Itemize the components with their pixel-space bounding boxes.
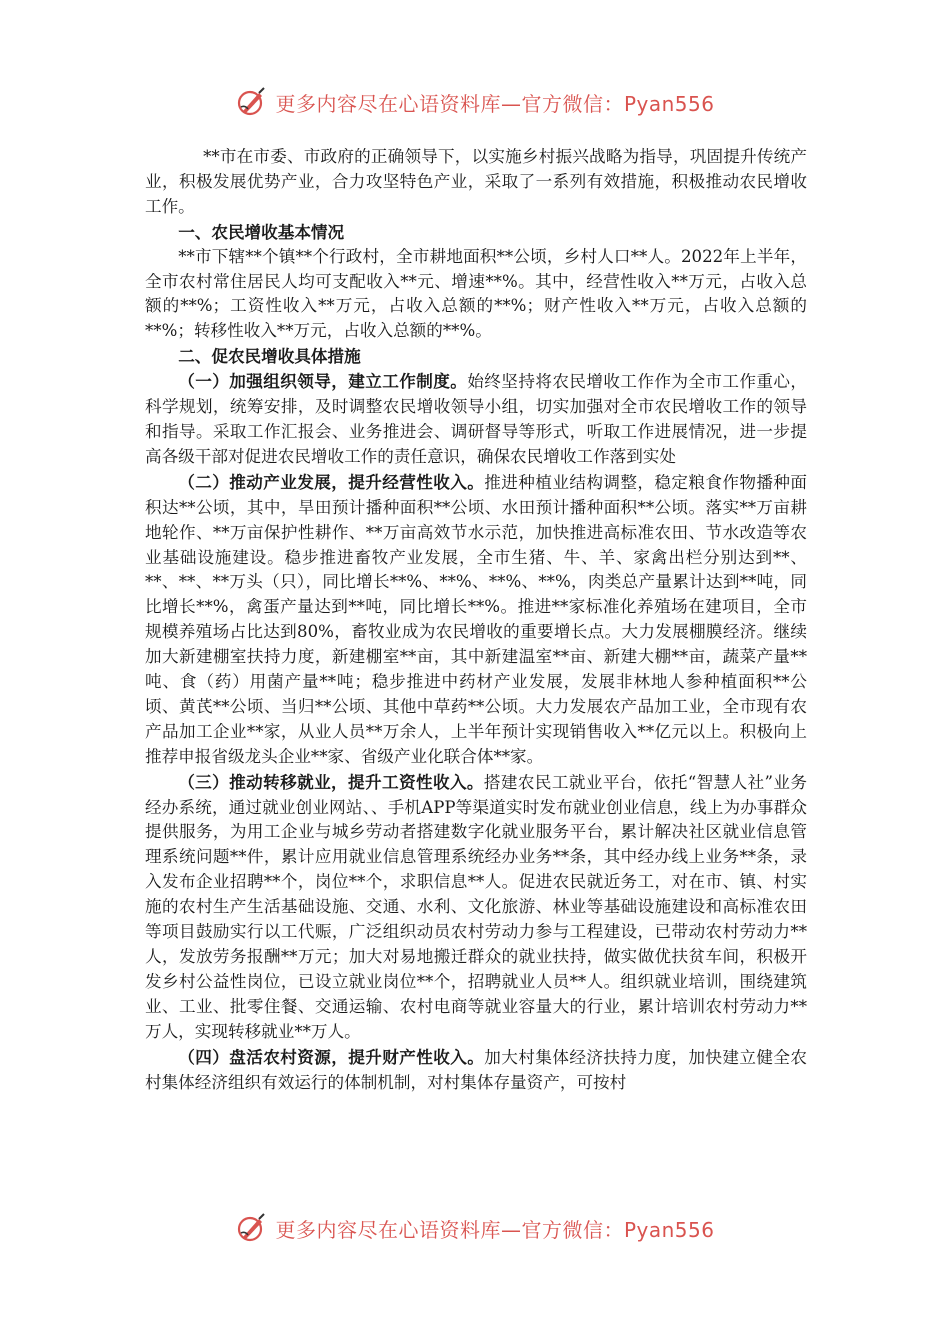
measure-3-lead: （三）推动转移就业，提升工资性收入。 [178,771,484,792]
measure-1-lead: （一）加强组织领导，建立工作制度。 [178,371,468,392]
section-2-title: 二、促农民增收具体措施 [178,346,361,367]
section-1-body: **市下辖**个镇**个行政村，全市耕地面积**公顷，乡村人口**人。2022年上半年，全市农村常住居民人均可支配收入**元、增速**%。其中，经营性收入**万元，占收入总额的**%；工资性收入**万元，占收入总额的**%；财产性收入**万元，占收入总额的**%；转移性收入**万元，占收入总额的**%。 [145,246,807,341]
measure-4-paragraph [145,1045,807,1096]
writing-hand-icon [235,1211,269,1245]
writing-hand-icon [235,85,269,119]
section-1-title: 一、农民增收基本情况 [178,221,345,242]
measure-1-body: 始终坚持将农民增收工作作为全市工作重心，科学规划，统筹安排，及时调整农民增收领导小组，切实加强对全市农民增收工作的领导和指导。采取工作汇报会、业务推进会、调研督导等形式，听取工作进展情况，进一步提高各级干部对促进农民增收工作的责任意识，确保农民增收工作落到实处 [145,372,808,466]
measure-2-body: 推进种植业结构调整，稳定粮食作物播种面积达**公顷，其中，旱田预计播种面积**公顷、水田预计播种面积**公顷。落实**万亩耕地轮作、**万亩保护性耕作、**万亩高效节水示范，加快推进高标准农田、节水改造等农业基础设施建设。稳步推进畜牧产业发展，全市生猪、牛、羊、家禽出栏分别达到**、**、**、**万头（只），同比增长**%、**%、**%、**%，肉类总产量累计达到**吨，同比增长**%，禽蛋产量达到**吨，同比增长**%。推进**家标准化养殖场在建项目，全市规模养殖场占比达到80%，畜牧业成为农民增收的重要增长点。大力发展棚膜经济。继续加大新建棚室扶持力度，新建棚室**亩，其中新建温室**亩、新建大棚**亩，蔬菜产量**吨、食（药）用菌产量**吨；稳步推进中药材产业发展，发展非林地人参种植面积**公顷、黄芪**公顷、当归**公顷、其他中草药**公顷。大力发展农产品加工业，全市现有农产品加工企业**家，从业人员**万余人，上半年预计实现销售收入**亿元以上。积极向上推荐申报省级龙头企业**家、省级产业化联合体**家。 [145,472,807,766]
measure-2-paragraph [145,470,807,770]
measure-1-paragraph [145,369,807,470]
banner-text: 更多内容尽在心语资料库—官方微信：Pyan556 [275,91,715,116]
banner-text: 更多内容尽在心语资料库—官方微信：Pyan556 [275,1217,715,1242]
measure-3-paragraph [145,770,807,1045]
measure-4-body: 加大村集体经济扶持力度，加快建立健全农村集体经济组织有效运行的体制机制，对村集体存量资产，可按村 [145,1047,807,1092]
intro-paragraph: **市在市委、市政府的正确领导下，以实施乡村振兴战略为指导，巩固提升传统产业，积极发展优势产业，合力攻坚特色产业，采取了一系列有效措施，积极推动农民增收工作。 [145,147,807,216]
footer-banner [0,1208,950,1248]
document-body [145,145,807,1095]
measure-4-lead: （四）盘活农村资源，提升财产性收入。 [178,1046,485,1067]
header-banner [0,82,950,122]
measure-2-lead: （二）推动产业发展，提升经营性收入。 [178,471,485,492]
measure-3-body: 搭建农民工就业平台，依托“智慧人社”业务经办系统，通过就业创业网站、、手机APP等渠道实时发布就业创业信息，线上为办事群众提供服务，为用工企业与城乡劳动者搭建数字化就业服务平台，累计解决社区就业信息管理系统问题**件，累计应用就业信息管理系统经办业务**条，其中经办线上业务**条，录入发布企业招聘**个，岗位**个，求职信息**人。促进农民就近务工，对在市、镇、村实施的农村生产生活基础设施、交通、水利、文化旅游、林业等基础设施建设和高标准农田等项目鼓励实行以工代赈，广泛组织动员农村劳动力参与工程建设，已带动农村劳动力**人，发放劳务报酬**万元；加大对易地搬迁群众的就业扶持，做实做优扶贫车间，积极开发乡村公益性岗位，已设立就业岗位**个，招聘就业人员**人。组织就业培训，围绕建筑业、工业、批零住餐、交通运输、农村电商等就业容量大的行业，累计培训农村劳动力**万人，实现转移就业**万人。 [145,772,808,1041]
